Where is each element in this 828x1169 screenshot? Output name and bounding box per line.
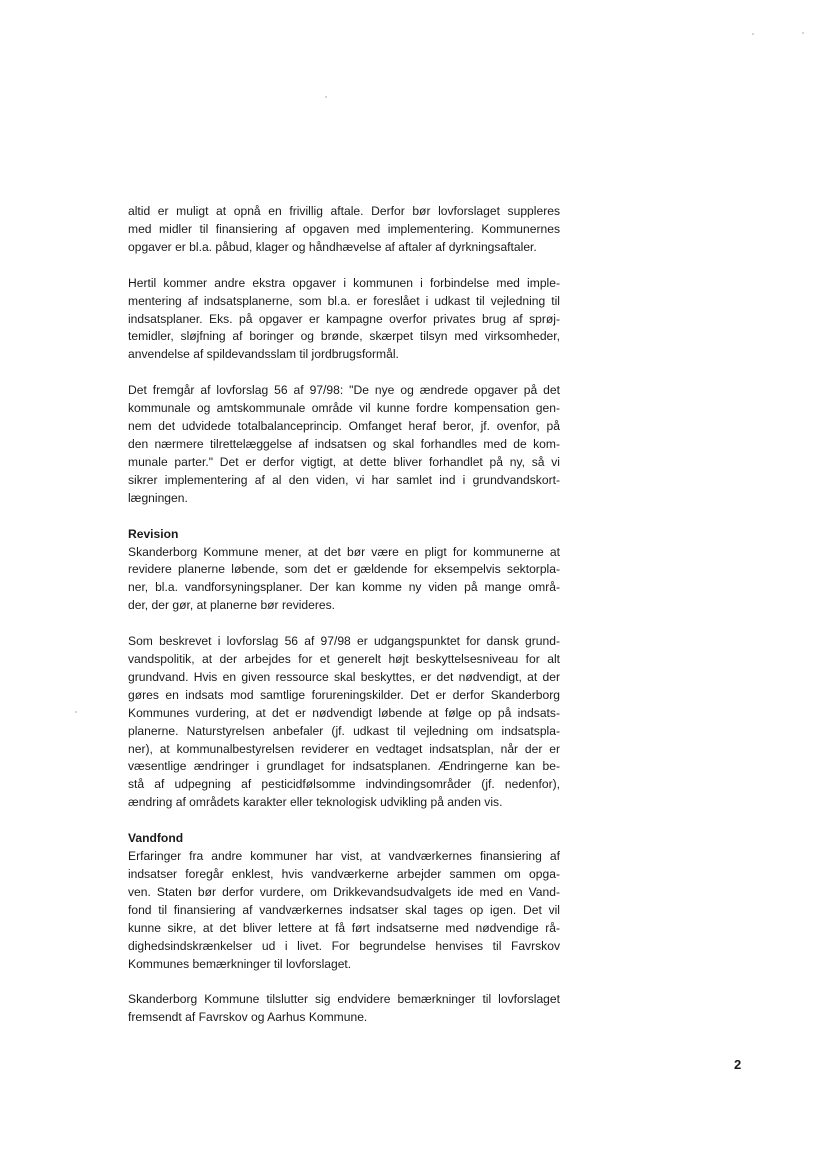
text-line: kommunale og amtskommunale område vil kunne fordre kompensation gen- xyxy=(128,401,560,416)
text-line: indsatser foregår enklest, hvis vandværkerne arbejder sammen om opga- xyxy=(128,867,560,881)
text-line: sikrer implementering af al den viden, vi har samlet ind i grundvandskort- xyxy=(128,472,560,487)
scan-speck xyxy=(802,32,804,34)
scan-speck xyxy=(75,711,77,713)
text-line: Hertil kommer andre ekstra opgaver i kommunen i forbindelse med imple- xyxy=(128,275,560,290)
section-vandfond xyxy=(128,830,560,973)
text-line: revidere planerne løbende, som det er gældende for eksempelvis sektorpla- xyxy=(128,562,560,577)
text-line: Det fremgår af lovforslag 56 af 97/98: "De nye og ændrede opgaver på det xyxy=(128,383,560,398)
text-line: Skanderborg Kommune mener, at det bør være en pligt for kommunerne at xyxy=(128,544,560,559)
paragraph xyxy=(128,203,560,257)
paragraph xyxy=(128,382,560,507)
text-line: ner), at kommunalbestyrelsen reviderer en vedtaget indsatsplan, når der er xyxy=(128,741,560,756)
text-line: fremsendt af Favrskov og Aarhus Kommune. xyxy=(128,1010,368,1025)
text-line: den nærmere tilrettelæggelse af indsatsen og skal forhandles med de kom- xyxy=(128,436,560,451)
text-line: dighedsindskrænkelser ud i livet. For begrundelse henvises til Favrskov xyxy=(128,938,560,953)
paragraph xyxy=(128,991,560,1027)
section-heading: Vandfond xyxy=(128,831,184,846)
text-line: gøres en indsats mod samtlige forureningskilder. Det er derfor Skanderborg xyxy=(128,687,560,702)
text-line: Skanderborg Kommune tilslutter sig endvidere bemærkninger til lovforslaget xyxy=(128,992,560,1007)
text-line: nem det udvidede totalbalanceprincip. Omfanget heraf beror, jf. ovenfor, på xyxy=(128,419,560,434)
text-line: altid er muligt at opnå en frivillig aftale. Derfor bør lovforslaget suppleres xyxy=(128,204,560,218)
text-line: temidler, sløjfning af boringer og brønde, skærpet tilsyn med virksomheder, xyxy=(128,329,560,344)
text-line: væsentlige ændringer i grundlaget for indsatsplanen. Ændringerne kan be- xyxy=(128,759,560,774)
text-line: indsatsplaner. Eks. på opgaver er kampagne overfor privates brug af sprøj- xyxy=(128,311,560,326)
paragraph xyxy=(128,633,560,812)
text-line: ner, bl.a. vandforsyningsplaner. Der kan komme ny viden på mange områ- xyxy=(128,580,560,595)
text-line: mentering af indsatsplanerne, som bl.a. er foreslået i udkast til vejledning til xyxy=(128,293,560,308)
scan-speck xyxy=(325,96,327,98)
text-line: ændring af områdets karakter eller teknologisk udvikling på anden vis. xyxy=(128,795,503,810)
text-line: grundvand. Hvis en given ressource skal beskyttes, er det nødvendigt, at der xyxy=(128,669,560,684)
text-line: Kommunes bemærkninger til lovforslaget. xyxy=(128,956,352,971)
document-body xyxy=(128,203,560,1045)
text-line: vandspolitik, at der arbejdes for et generelt højt beskyttelsesniveau for alt xyxy=(128,652,560,667)
text-line: Erfaringer fra andre kommuner har vist, at vandværkernes finansiering af xyxy=(128,849,560,864)
text-line: opgaver er bl.a. påbud, klager og håndhævelse af aftaler af dyrkningsaftaler. xyxy=(128,239,537,254)
text-line: Kommunes vurdering, at det er nødvendigt løbende at følge op på indsats- xyxy=(128,705,560,720)
text-line: med midler til finansiering af opgaven med implementering. Kommunernes xyxy=(128,221,560,236)
page-number: 2 xyxy=(734,1057,742,1072)
text-line: fond til finansiering af vandværkernes indsatser skal tages op igen. Det vil xyxy=(128,902,560,917)
text-line: Som beskrevet i lovforslag 56 af 97/98 er udgangspunktet for dansk grund- xyxy=(128,634,560,649)
section-revision xyxy=(128,526,560,616)
text-line: kunne sikre, at det bliver lettere at få ført indsatserne med nødvendige rå- xyxy=(128,920,560,935)
section-heading: Revision xyxy=(128,526,179,541)
text-line: lægningen. xyxy=(128,490,188,505)
text-line: planerne. Naturstyrelsen anbefaler (jf. udkast til vejledning om indsatspla- xyxy=(128,723,560,738)
text-line: anvendelse af spildevandsslam til jordbrugsformål. xyxy=(128,347,399,362)
paragraph xyxy=(128,275,560,365)
text-line: der, der gør, at planerne bør revideres. xyxy=(128,598,336,613)
scan-speck xyxy=(752,33,754,35)
text-line: munale parter." Det er derfor vigtigt, at dette bliver forhandlet på ny, så vi xyxy=(128,454,560,469)
text-line: stå af udpegning af pesticidfølsomme indvindingsområder (jf. nedenfor), xyxy=(128,777,560,792)
text-line: ven. Staten bør derfor vurdere, om Drikkevandsudvalgets ide med en Vand- xyxy=(128,884,560,899)
